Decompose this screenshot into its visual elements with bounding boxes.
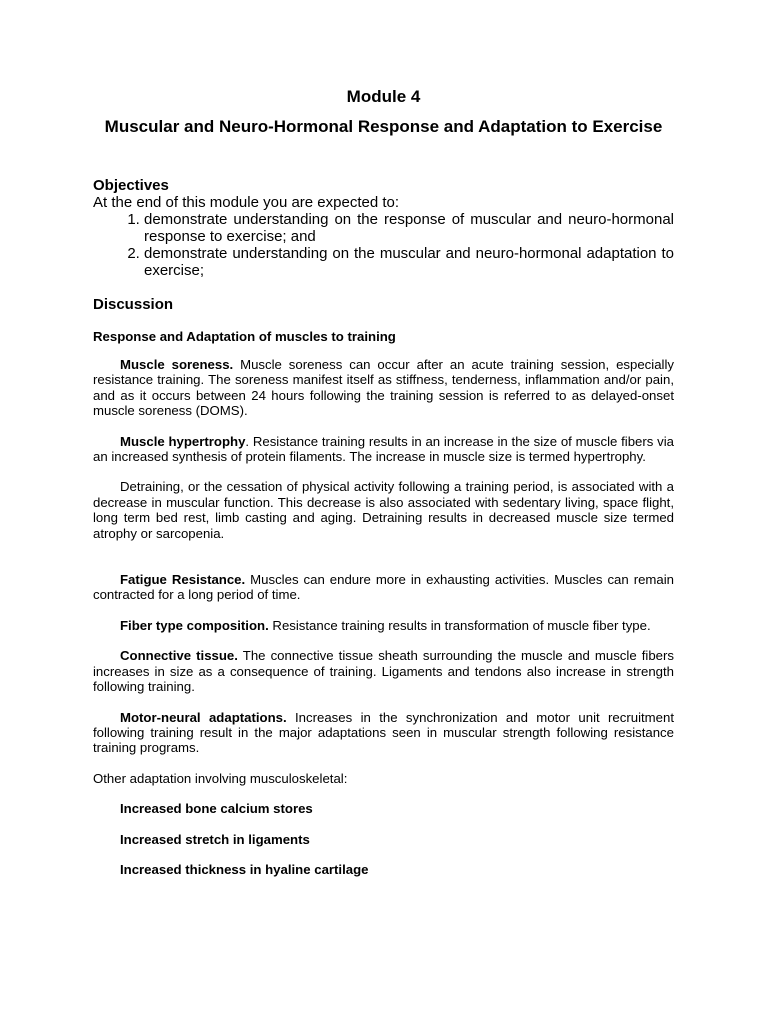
paragraph-text: Resistance training results in transformation of muscle fiber type.: [268, 617, 651, 633]
objective-item: 1. demonstrate understanding on the response of muscular and neuro-hormonal response to exercise; and: [144, 211, 674, 245]
objectives-heading: Objectives: [93, 177, 169, 194]
paragraph-connective-tissue: [93, 648, 674, 694]
paragraph-text: Detraining, or the cessation of physical activity following a training period, is associated with a decrease in muscular function. This decrease is also associated with sedentary living, space flight, long term bed rest, limb casting and aging. Detraining results in decreased muscle size termed atrophy or sarcopenia.: [93, 479, 674, 541]
paragraph-fiber-type: [93, 618, 674, 633]
other-adaptation-intro: Other adaptation involving musculoskeletal:: [93, 770, 348, 786]
other-adaptation-item: Increased stretch in ligaments: [120, 831, 310, 847]
paragraph-muscle-soreness: [93, 357, 674, 419]
discussion-subheading: Response and Adaptation of muscles to training: [93, 329, 396, 344]
paragraph-text: Muscles can endure more in exhausting activities. Muscles can remain contracted for a long period of time.: [93, 572, 675, 603]
paragraph-text: Muscle soreness can occur after an acute training session, especially resistance training. The soreness manifest itself as stiffness, tenderness, inflammation and/or pain, and as it occurs between 24 hours following the training session is referred to as delayed-onset muscle soreness (DOMS).: [93, 357, 674, 419]
paragraph-detraining: [93, 479, 674, 541]
paragraph-text: . Resistance training results in an increase in the size of muscle fibers via an increased synthesis of protein filaments. The increase in muscle size is termed hypertrophy.: [93, 433, 674, 465]
paragraph-text: Increases in the synchronization and motor unit recruitment following training result in the major adaptations seen in muscular strength following resistance training programs.: [93, 709, 674, 756]
paragraph-term: Muscle soreness.: [120, 357, 234, 372]
paragraph-fatigue-resistance: [93, 572, 674, 603]
discussion-heading: Discussion: [93, 296, 174, 313]
other-adaptation-item: Increased thickness in hyaline cartilage: [120, 861, 369, 877]
paragraph-muscle-hypertrophy: [93, 434, 674, 465]
paragraph-term: Fatigue Resistance.: [120, 572, 246, 588]
objectives-list: [93, 211, 674, 279]
paragraph-term: Muscle hypertrophy: [120, 433, 246, 449]
document-page: [93, 86, 674, 877]
other-adaptation-item: Increased bone calcium stores: [120, 801, 313, 817]
paragraph-text: The connective tissue sheath surrounding the muscle and muscle fibers increases in size as a consequence of training. Ligaments and tendons also increase in strength following training.: [93, 648, 674, 695]
objectives-intro: At the end of this module you are expected to:: [93, 194, 400, 211]
main-title: Muscular and Neuro-Hormonal Response and Adaptation to Exercise: [104, 117, 663, 136]
objective-item: 2. demonstrate understanding on the muscular and neuro-hormonal adaptation to exercise;: [144, 245, 674, 279]
paragraph-term: Connective tissue.: [120, 648, 238, 664]
module-title: Module 4: [346, 87, 421, 106]
paragraph-term: Motor-neural adaptations.: [120, 709, 287, 725]
paragraph-motor-neural: [93, 710, 674, 756]
paragraph-term: Fiber type composition.: [120, 617, 269, 633]
